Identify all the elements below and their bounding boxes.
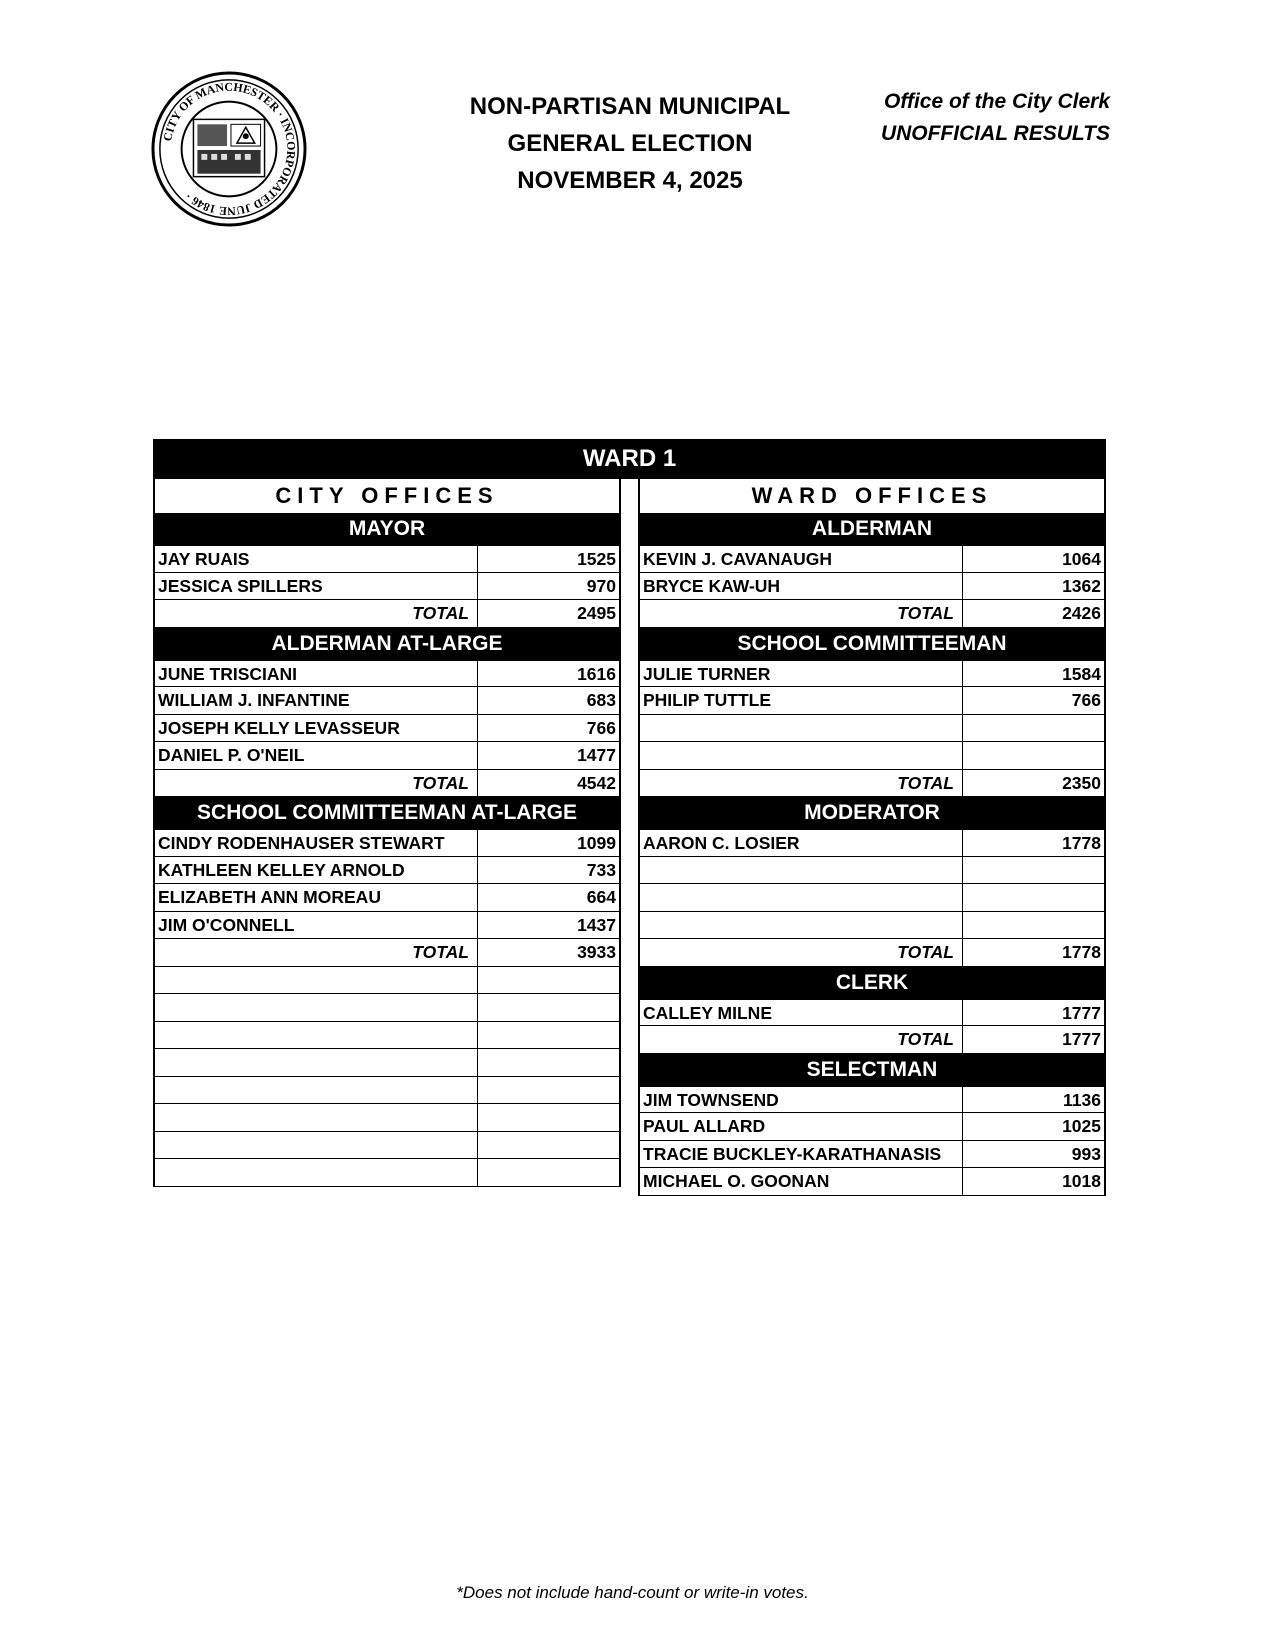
table-row: [638, 687, 1106, 715]
candidate-name: JOSEPH KELLY LEVASSEUR: [153, 715, 478, 742]
vote-count: 1362: [963, 573, 1106, 600]
empty-row: [638, 857, 1106, 885]
table-row: [638, 1113, 1106, 1141]
table-row: [153, 660, 621, 688]
total-label: TOTAL: [638, 939, 963, 966]
total-label: TOTAL: [638, 600, 963, 627]
vote-count: 664: [478, 884, 621, 911]
total-value: 2350: [963, 770, 1106, 797]
alderman-at-large-heading: ALDERMAN AT-LARGE: [153, 628, 621, 660]
table-row: [153, 715, 621, 743]
empty-row: [153, 1104, 621, 1132]
total-label: TOTAL: [153, 770, 478, 797]
empty-row: [638, 715, 1106, 743]
total-label: TOTAL: [153, 939, 478, 966]
vote-count: 1025: [963, 1113, 1106, 1140]
mayor-heading: MAYOR: [153, 513, 621, 545]
candidate-name: JIM TOWNSEND: [638, 1087, 963, 1113]
vote-count: 1064: [963, 546, 1106, 572]
table-row: [153, 742, 621, 770]
total-label: TOTAL: [638, 770, 963, 797]
table-row: [153, 829, 621, 857]
ward-title: WARD 1: [153, 439, 1106, 479]
total-label: TOTAL: [638, 1026, 963, 1053]
total-row: [638, 1026, 1106, 1054]
empty-row: [153, 1159, 621, 1187]
table-row: [153, 687, 621, 715]
empty-row: [153, 967, 621, 995]
vote-count: 1777: [963, 1000, 1106, 1026]
candidate-name: PAUL ALLARD: [638, 1113, 963, 1140]
city-offices-column: [153, 479, 621, 1196]
table-row: [638, 660, 1106, 688]
table-row: [638, 545, 1106, 573]
empty-row: [153, 994, 621, 1022]
svg-text:CITY OF MANCHESTER · INCORPORA: CITY OF MANCHESTER · INCORPORATED JUNE 1846 ·: [160, 79, 299, 219]
ward-offices-column: [638, 479, 1106, 1196]
vote-count: 993: [963, 1141, 1106, 1168]
school-committeeman-heading: SCHOOL COMMITTEEMAN: [638, 628, 1106, 660]
candidate-name: KATHLEEN KELLEY ARNOLD: [153, 857, 478, 884]
city-seal-logo: [150, 70, 308, 228]
vote-count: 1099: [478, 830, 621, 856]
vote-count: 1584: [963, 661, 1106, 687]
candidate-name: KEVIN J. CAVANAUGH: [638, 546, 963, 572]
footnote: *Does not include hand-count or write-in votes.: [456, 1583, 809, 1602]
ward-results-table: [153, 439, 1106, 1196]
candidate-name: CALLEY MILNE: [638, 1000, 963, 1026]
alderman-heading: ALDERMAN: [638, 513, 1106, 545]
vote-count: 733: [478, 857, 621, 884]
candidate-name: ELIZABETH ANN MOREAU: [153, 884, 478, 911]
candidate-name: AARON C. LOSIER: [638, 830, 963, 856]
candidate-name: BRYCE KAW-UH: [638, 573, 963, 600]
candidate-name: JESSICA SPILLERS: [153, 573, 478, 600]
total-value: 3933: [478, 939, 621, 966]
candidate-name: PHILIP TUTTLE: [638, 687, 963, 714]
city-offices-heading: CITY OFFICES: [153, 479, 621, 513]
moderator-heading: MODERATOR: [638, 797, 1106, 829]
candidate-name: DANIEL P. O'NEIL: [153, 742, 478, 769]
title-line-1: NON-PARTISAN MUNICIPAL: [469, 93, 791, 120]
office-label: [820, 86, 1110, 150]
total-label: TOTAL: [153, 600, 478, 627]
total-value: 2426: [963, 600, 1106, 627]
vote-count: 1778: [963, 830, 1106, 856]
candidate-name: JIM O'CONNELL: [153, 912, 478, 939]
table-row: [638, 573, 1106, 601]
vote-count: 1136: [963, 1087, 1106, 1113]
total-row: [153, 939, 621, 967]
empty-row: [638, 884, 1106, 912]
total-row: [638, 600, 1106, 628]
empty-row: [153, 1049, 621, 1077]
table-row: [638, 1141, 1106, 1169]
total-value: 1778: [963, 939, 1106, 966]
empty-row: [153, 1132, 621, 1160]
vote-count: 766: [963, 687, 1106, 714]
empty-row: [638, 912, 1106, 940]
vote-count: 1437: [478, 912, 621, 939]
table-row: [153, 884, 621, 912]
empty-row: [153, 1022, 621, 1050]
vote-count: 1525: [478, 546, 621, 572]
candidate-name: MICHAEL O. GOONAN: [638, 1168, 963, 1195]
vote-count: 1477: [478, 742, 621, 769]
table-row: [153, 573, 621, 601]
title-line-3: NOVEMBER 4, 2025: [517, 167, 743, 194]
candidate-name: JULIE TURNER: [638, 661, 963, 687]
table-row: [153, 912, 621, 940]
table-row: [638, 999, 1106, 1027]
candidate-name: JAY RUAIS: [153, 546, 478, 572]
total-row: [638, 770, 1106, 798]
table-row: [638, 829, 1106, 857]
vote-count: 1616: [478, 661, 621, 687]
ward-offices-heading: WARD OFFICES: [638, 479, 1106, 513]
candidate-name: TRACIE BUCKLEY-KARATHANASIS: [638, 1141, 963, 1168]
total-row: [638, 939, 1106, 967]
school-committeeman-at-large-heading: SCHOOL COMMITTEEMAN AT-LARGE: [153, 797, 621, 829]
total-value: 1777: [963, 1026, 1106, 1053]
vote-count: 766: [478, 715, 621, 742]
table-row: [153, 857, 621, 885]
results-status: UNOFFICIAL RESULTS: [880, 122, 1110, 145]
selectman-heading: SELECTMAN: [638, 1054, 1106, 1086]
empty-row: [638, 742, 1106, 770]
total-row: [153, 770, 621, 798]
vote-count: 970: [478, 573, 621, 600]
clerk-heading: CLERK: [638, 967, 1106, 999]
candidate-name: CINDY RODENHAUSER STEWART: [153, 830, 478, 856]
vote-count: 1018: [963, 1168, 1106, 1195]
total-row: [153, 600, 621, 628]
table-row: [638, 1086, 1106, 1114]
election-title: [420, 88, 840, 199]
empty-row: [153, 1077, 621, 1105]
candidate-name: WILLIAM J. INFANTINE: [153, 687, 478, 714]
total-value: 2495: [478, 600, 621, 627]
candidate-name: JUNE TRISCIANI: [153, 661, 478, 687]
vote-count: 683: [478, 687, 621, 714]
table-row: [638, 1168, 1106, 1196]
table-row: [153, 545, 621, 573]
office-name: Office of the City Clerk: [884, 90, 1110, 113]
title-line-2: GENERAL ELECTION: [507, 130, 753, 157]
total-value: 4542: [478, 770, 621, 797]
